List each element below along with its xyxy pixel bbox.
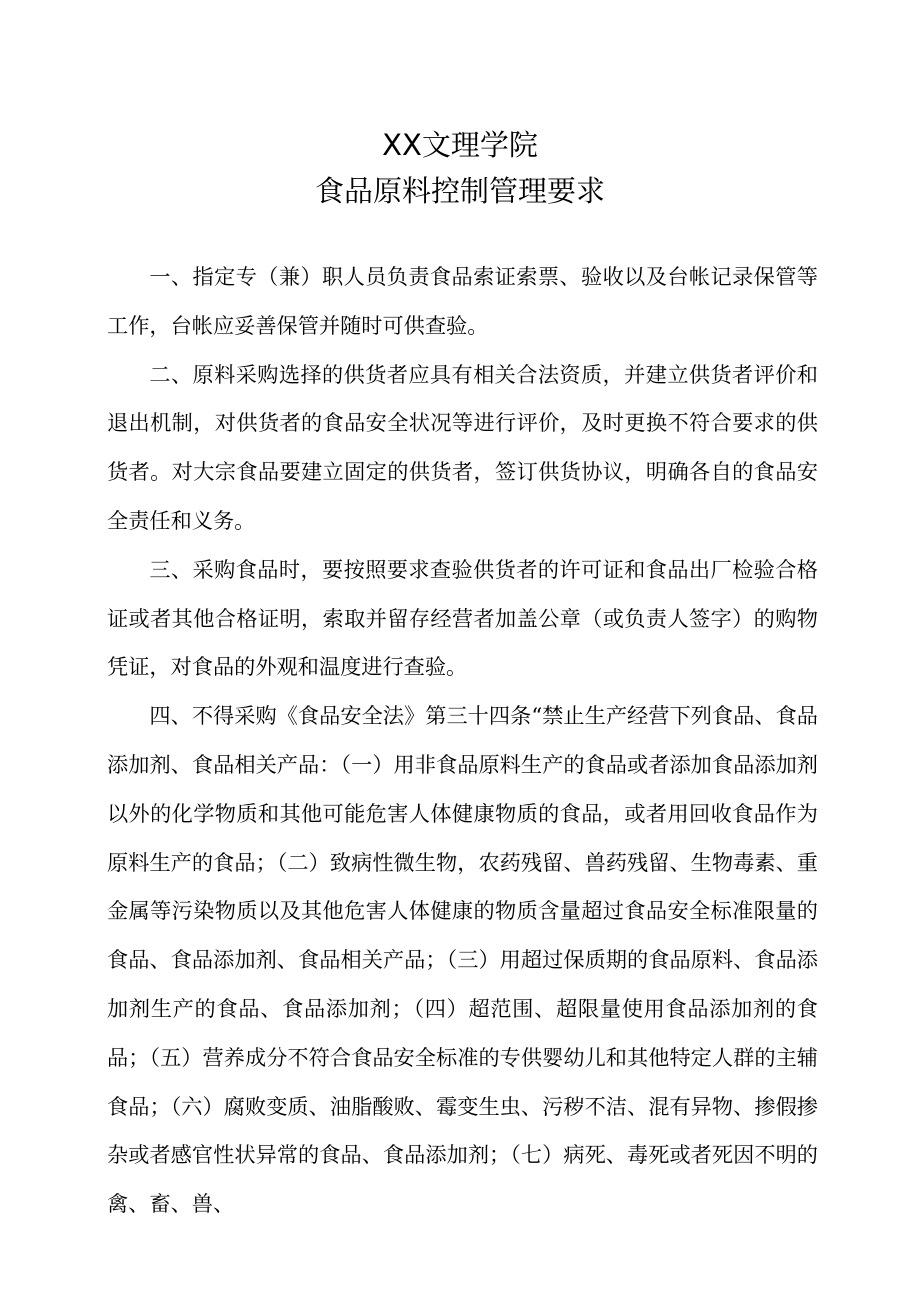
- document-body: [107, 253, 818, 1229]
- paragraph-4: 四、不得采购《食品安全法》第三十四条“禁止生产经营下列食品、食品添加剂、食品相关产品：（一）用非食品原料生产的食品或者添加食品添加剂以外的化学物质和其他可能危害人体健康物质的食品，或者用回收食品作为原料生产的食品；（二）致病性微生物，农药残留、兽药残留、生物毒素、重金属等污染物质以及其他危害人体健康的物质含量超过食品安全标准限量的食品、食品添加剂、食品相关产品；（三）用超过保质期的食品原料、食品添加剂生产的食品、食品添加剂；（四）超范围、超限量使用食品添加剂的食品；（五）营养成分不符合食品安全标准的专供婴幼儿和其他特定人群的主辅食品；（六）腐败变质、油脂酸败、霉变生虫、污秽不洁、混有异物、掺假掺杂或者感官性状异常的食品、食品添加剂；（七）病死、毒死或者死因不明的禽、畜、兽、: [107, 703, 818, 1217]
- paragraph-2: 二、原料采购选择的供货者应具有相关合法资质，并建立供货者评价和退出机制，对供货者的食品安全状况等进行评价，及时更换不符合要求的供货者。对大宗食品要建立固定的供货者，签订供货协议，明确各自的食品安全责任和义务。: [107, 361, 818, 533]
- document-title: [0, 122, 920, 214]
- paragraph-3: 三、采购食品时，要按照要求查验供货者的许可证和食品出厂检验合格证或者其他合格证明，索取并留存经营者加盖公章（或负责人签字）的购物凭证，对食品的外观和温度进行查验。: [107, 556, 818, 680]
- paragraph-1: 一、指定专（兼）职人员负责食品索证索票、验收以及台帐记录保管等工作，台帐应妥善保管并随时可供查验。: [107, 264, 818, 338]
- title-line-subject: 食品原料控制管理要求: [314, 174, 605, 208]
- title-line-institution: XX文理学院: [382, 128, 538, 162]
